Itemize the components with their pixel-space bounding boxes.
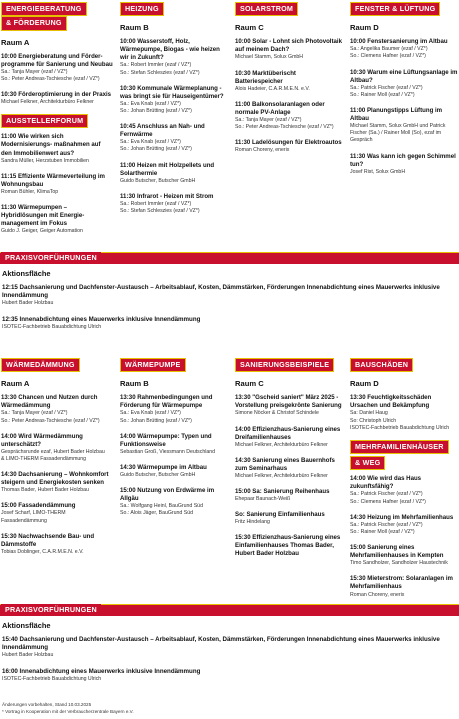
talk-item	[350, 575, 458, 598]
talk-item	[235, 426, 345, 449]
talk-speaker: Tobias Doblinger, C.A.R.M.E.N. e.V.	[1, 548, 84, 555]
talk-item	[1, 471, 113, 494]
talk-title: 15:30 Nachwachsende Bau- und Dämmstoffe	[1, 532, 95, 548]
talk-title: 10:00 Energieberatung und Förder-programme für Sanierung und Neubau	[1, 52, 113, 68]
talk-title: 11:15 Effiziente Wärmeverteilung im Wohnungsbau	[1, 172, 105, 188]
program-column	[235, 2, 345, 162]
talk-title: 16:00 Innenabdichtung eines Mauerwerks inklusive Innendämmung	[2, 667, 201, 675]
talk-title: 15:30 Effizienzhaus-Sanierung eines Einfamilienhauses Thomas Bader, Hubert Bader Holzbau	[235, 534, 341, 558]
talk-speaker: Sa.: Robert Immler (ezaf / VZ*)	[120, 200, 192, 207]
forum-header: AUSSTELLERFORUM	[1, 114, 88, 128]
talk-item	[2, 668, 442, 683]
talk-speaker: Timo Sandholzer, Sandholzer Haustechnik	[350, 560, 448, 567]
talk-item	[235, 38, 345, 61]
praxis-band	[0, 252, 459, 264]
talk-speaker: So.: Peter Andreas-Tschiesche (ezaf / VZ*)	[1, 417, 100, 424]
talk-item	[235, 394, 345, 417]
talk-speaker: So.: Rainer Moll (ezaf / VZ*)	[350, 91, 415, 98]
talk-title: 15:00 Nutzung von Erdwärme im Allgäu	[120, 487, 215, 503]
footer-line: * Vortrag in Kooperation mit der Verbraucherzentrale Bayern e.V.	[2, 708, 134, 714]
talk-title: 10:45 Anschluss an Nah- und Fernwärme	[120, 123, 205, 139]
talk-speaker: Sa.: Wolfgang Heinl, BauGrund Süd	[120, 503, 203, 510]
talk-speaker: Gesprächsrunde ezaf, Hubert Bader Holzbau	[1, 448, 105, 455]
talk-speaker: ISOTEC-Fachbetrieb Bauabdichtung Ulrich	[2, 323, 102, 330]
talk-item	[1, 433, 113, 463]
footer-notes	[2, 702, 134, 715]
topic-header: WÄRMEPUMPE	[120, 358, 186, 372]
talk-item	[235, 534, 345, 558]
room-label: Raum B	[120, 379, 149, 389]
talk-speaker: Sa.: Eva Knab (ezaf / VZ*)	[120, 410, 181, 417]
talk-item	[1, 133, 113, 164]
talk-speaker: So.: Johan Brütting (ezaf / VZ*)	[120, 417, 192, 424]
room-label: Raum D	[350, 379, 379, 389]
talk-title: 10:30 Marktüberischt Batteriespeicher	[235, 69, 296, 85]
talk-title: 12:15 Dachsanierung und Dachfenster-Austausch – Arbeitsablauf, Kosten, Dämmstärken, Förderungen Innenabdichtung eines Mauerwerks inklusive Innendämmung	[2, 284, 440, 300]
praxis-talks	[2, 284, 442, 339]
talk-speaker: Guido Butscher, Butscher GmbH	[120, 177, 196, 184]
talk-title: 15:00 Fassadendämmung	[1, 502, 76, 510]
talk-speaker: Sa.: Tanja Mayer (ezaf / VZ*)	[1, 410, 68, 417]
topic-header: SOLARSTROM	[235, 2, 298, 16]
room-label: Raum C	[235, 379, 264, 389]
talk-item	[120, 433, 228, 456]
talk-item	[235, 139, 345, 154]
program-column	[120, 2, 228, 223]
talk-speaker: Michael Stamm, Solux GmbH	[235, 54, 304, 61]
action-area-title: Aktionsfläche	[2, 621, 51, 630]
talk-speaker: Michael Felkner, Architekturbüro Felkner	[1, 99, 94, 105]
talk-speaker: Sandra Müller, Herzstuben Immobilien	[1, 157, 89, 164]
talk-item	[235, 70, 345, 93]
talk-speaker: Michael Stamm, Solux GmbH und Patrick Fischer (Sa.) / Rainer Moll (So), ezaf im Gespräch	[350, 123, 446, 144]
talk-item	[350, 475, 458, 505]
talk-title: 13:30 Chancen und Nutzen durch Wärmedämmung	[1, 394, 98, 410]
talk-speaker: Sa.: Patrick Fischer (ezaf / VZ*)	[350, 84, 423, 91]
talk-speaker: So.: Alois Jäger, BauGrund Süd	[120, 510, 193, 517]
talk-title: 11:30 Ladelösungen für Elektroautos	[235, 139, 342, 147]
talk-title: 10:00 Wasserstoff, Holz, Wärmepumpe, Biogas - wie heizen wir in Zukunft?	[120, 38, 220, 62]
talk-speaker: So.: Stefan Schleszies (ezaf / VZ*)	[120, 207, 200, 214]
program-column	[350, 2, 458, 184]
talk-speaker: Guido J. Geiger, Geiger Automation	[1, 228, 83, 235]
talk-item	[2, 316, 442, 331]
program-column	[1, 2, 113, 243]
room-label: Raum D	[350, 23, 379, 33]
talk-title: 14:30 Sanierung eines Bauernhofs zum Seminarhaus	[235, 456, 335, 472]
talk-speaker: So.: Clemens Hafner (ezaf / VZ*)	[350, 498, 426, 505]
talk-title: 13:30 Feuchtigkeitsschäden Ursachen und Bekämpfung	[350, 394, 432, 410]
talk-item	[1, 204, 113, 235]
talk-speaker: Sa.: Robert Immler (ezaf / VZ*)	[120, 62, 192, 69]
talk-speaker: Alois Hadeier, C.A.R.M.E.N. e.V.	[235, 85, 310, 92]
talk-title: 11:30 Wärmepumpen – Hybridlösungen mit Energie-management im Fokus	[1, 203, 85, 228]
talk-item	[1, 91, 113, 106]
talk-speaker: So.: Johan Brütting (ezaf / VZ*)	[120, 107, 192, 114]
talk-item	[350, 394, 458, 432]
talk-speaker: Sa.: Eva Knab (ezaf / VZ*)	[120, 139, 181, 146]
talk-speaker: & LIMO-THERM Fassadendämmung	[1, 455, 87, 462]
talk-speaker: So.: Peter Andreas-Tschiesche (ezaf / VZ*)	[235, 123, 334, 130]
topic-header: ENERGIEBERATUNG	[1, 2, 87, 16]
talk-title: 13:30 "Gscheid saniert" März 2025 - Vorstellung preisgekrönte Sanierung	[235, 394, 342, 410]
talk-title: 14:30 Heizung im Mehrfamilienhaus	[350, 513, 454, 521]
talk-title: 11:00 Planungstipps Lüftung im Altbau	[350, 107, 443, 123]
talk-title: 11:30 Infrarot - Heizen mit Strom	[120, 192, 214, 200]
room-label: Raum B	[120, 23, 149, 33]
talk-item	[1, 502, 113, 524]
talk-speaker: Roman Choreny, enerix	[235, 147, 290, 154]
talk-speaker: Sebastian Groß, Viessmann Deutschland	[120, 448, 216, 455]
talk-speaker: Simone Nöcker & Christof Schindele	[235, 410, 319, 417]
talk-speaker: Sa.: Patrick Fischer (ezaf / VZ*)	[350, 521, 423, 528]
talk-speaker: So.: Johan Brütting (ezaf / VZ*)	[120, 146, 192, 153]
topic-header: BAUSCHÄDEN	[350, 358, 413, 372]
talk-item	[120, 38, 228, 76]
praxis-header: PRAXISVORFÜHRUNGEN	[1, 604, 101, 616]
program-column	[120, 358, 228, 526]
talk-title: 10:30 Kommunale Wärmeplanung - was bringt sie für Hauseigentümer?	[120, 84, 224, 100]
footer-line: Änderungen vorbehalten, Stand 10.03.2025	[2, 702, 92, 707]
talk-speaker: Fritz Hindelang	[235, 519, 270, 526]
talk-speaker: Sa.: Tanja Mayer (ezaf / VZ*)	[1, 68, 68, 75]
talk-speaker: ISOTEC-Fachbetrieb Bauabdichtung Ulrich	[2, 675, 102, 682]
talk-title: 15:40 Dachsanierung und Dachfenster-Austausch – Arbeitsablauf, Kosten, Dämmstärken, Förderungen Innenabdichtung eines Mauerwerks inklusive Innendämmung	[2, 636, 440, 652]
talk-title: 13:30 Rahmenbedingungen und Förderung für Wärmepumpe	[120, 394, 213, 410]
room-label: Raum A	[1, 379, 30, 389]
talk-item	[1, 173, 113, 196]
talk-speaker: Josef Rist, Solux GmbH	[350, 168, 406, 175]
talk-item	[350, 107, 458, 145]
talk-title: 11:30 Was kann ich gegen Schimmel tun?	[350, 152, 456, 168]
talk-item	[1, 533, 113, 556]
talk-speaker: ISOTEC-Fachbetrieb Bauabdichtung Ulrich	[350, 424, 450, 431]
talk-item	[350, 38, 458, 60]
talk-item	[120, 487, 228, 517]
praxis-header: PRAXISVORFÜHRUNGEN	[1, 252, 101, 264]
talk-title: 11:00 Wie wirken sich Modernisierungs- maßnahmen auf den Immobilienwert aus?	[1, 133, 101, 157]
talk-speaker: Sa: Daniel Haug	[350, 410, 388, 417]
talk-speaker: Michael Felkner, Architekturbüro Felkner	[235, 472, 328, 479]
talk-speaker: Thomas Bader, Hubert Bader Holzbau	[1, 487, 89, 494]
talk-item	[120, 193, 228, 215]
talk-item	[235, 457, 345, 480]
program-column	[235, 358, 345, 566]
talk-title: 14:00 Effizienzhaus-Sanierung eines Dreifamilienhauses	[235, 425, 341, 441]
talk-speaker: Ehepaar Baunach-Weiß	[235, 496, 291, 503]
talk-speaker: Sa.: Eva Knab (ezaf / VZ*)	[120, 100, 181, 107]
talk-title: 12:35 Innenabdichtung eines Mauerwerks inklusive Innendämmung	[2, 315, 201, 323]
room-label: Raum C	[235, 23, 264, 33]
talk-item	[120, 394, 228, 424]
talk-title: 10:00 Fenstersanierung im Altbau	[350, 38, 448, 46]
talk-speaker: Fassadendämmung	[1, 517, 47, 524]
talk-item	[1, 53, 113, 83]
talk-title: 11:00 Balkonsolaranlagen oder normale PV-Anlage	[235, 100, 325, 116]
program-column	[350, 358, 458, 607]
talk-title: 10:00 Solar - Lohnt sich Photovoltaik auf meinem Dach?	[235, 38, 342, 54]
topic-header: MEHRFAMILIENHÄUSER	[350, 440, 449, 454]
talk-speaker: Michael Felkner, Architekturbüro Felkner	[235, 441, 328, 448]
talk-item	[235, 488, 345, 503]
talk-speaker: Sa.: Angelika Baumer (ezaf / VZ*)	[350, 46, 428, 53]
talk-speaker: So.: Peter Andreas-Tschiesche (ezaf / VZ*)	[1, 75, 100, 82]
topic-header: & FÖRDERUNG	[1, 16, 67, 30]
talk-title: 14:30 Dachsanierung – Wohnkomfort steigern und Energiekosten senken	[1, 471, 109, 487]
talk-title: 10:30 Förderoptimierung in der Praxis	[1, 90, 112, 98]
talk-speaker: Hubert Bader Holzbau	[2, 652, 54, 659]
talk-item	[350, 69, 458, 99]
topic-header: WÄRMEDÄMMUNG	[1, 358, 80, 372]
talk-speaker: Sa.: Tanja Mayer (ezaf / VZ*)	[235, 116, 302, 123]
talk-item	[2, 636, 442, 660]
talk-speaker: So.: Rainer Moll (ezaf / VZ*)	[350, 529, 415, 536]
talk-title: 15:00 Sanierung eines Mehrfamilienhauses in Kempten	[350, 544, 444, 560]
topic-header: SANIERUNGSBEISPIELE	[235, 358, 334, 372]
praxis-talks	[2, 636, 442, 691]
program-column	[1, 358, 113, 564]
talk-speaker: Sa.: Patrick Fischer (ezaf / VZ*)	[350, 491, 423, 498]
talk-item	[1, 394, 113, 424]
topic-header: & WEG	[350, 456, 385, 470]
topic-header: HEIZUNG	[120, 2, 164, 16]
talk-title: 15:30 Mieterstrom: Solaranlagen im Mehrfamilienhaus	[350, 575, 453, 591]
praxis-band	[0, 604, 459, 616]
talk-title: 14:00 Wird Wärmedämmung unterschätzt?	[1, 432, 83, 448]
talk-item	[350, 544, 458, 567]
talk-speaker: So.: Clemens Hafner (ezaf / VZ*)	[350, 53, 426, 60]
talk-item	[120, 162, 228, 185]
talk-item	[120, 123, 228, 153]
talk-item	[350, 514, 458, 536]
talk-title: 14:30 Wärmepumpe im Altbau	[120, 463, 207, 471]
talk-title: 14:00 Wie wird das Haus zukunftsfähig?	[350, 475, 422, 491]
talk-item	[120, 464, 228, 479]
talk-title: 10:30 Warum eine Lüftungsanlage im Altbau?	[350, 68, 458, 84]
talk-title: 11:00 Heizen mit Holzpellets und Solarthermie	[120, 161, 215, 177]
topic-header: FENSTER & LÜFTUNG	[350, 2, 440, 16]
talk-item	[2, 284, 442, 308]
talk-speaker: So: Christoph Ulrich	[350, 417, 397, 424]
talk-speaker: Roman Choreny, enerix	[350, 591, 405, 598]
talk-speaker: So.: Stefan Schleszies (ezaf / VZ*)	[120, 69, 200, 76]
talk-title: 14:00 Wärmepumpe: Typen und Funktionsweise	[120, 432, 212, 448]
talk-speaker: Guido Butscher, Butscher GmbH	[120, 471, 196, 478]
talk-speaker: Roman Bühler, KlimaTop	[1, 188, 59, 195]
talk-item	[350, 153, 458, 176]
room-label: Raum A	[1, 37, 30, 47]
talk-item	[235, 101, 345, 131]
talk-speaker: Josef Scharf, LIMO-THERM	[1, 510, 66, 517]
talk-title: 15:00 Sa: Sanierung Reihenhaus	[235, 487, 330, 495]
talk-item	[235, 511, 345, 526]
talk-title: So: Sanierung Einfamilienhaus	[235, 511, 325, 519]
talk-item	[120, 85, 228, 115]
talk-speaker: Hubert Bader Holzbau	[2, 300, 54, 307]
action-area-title: Aktionsfläche	[2, 269, 51, 278]
